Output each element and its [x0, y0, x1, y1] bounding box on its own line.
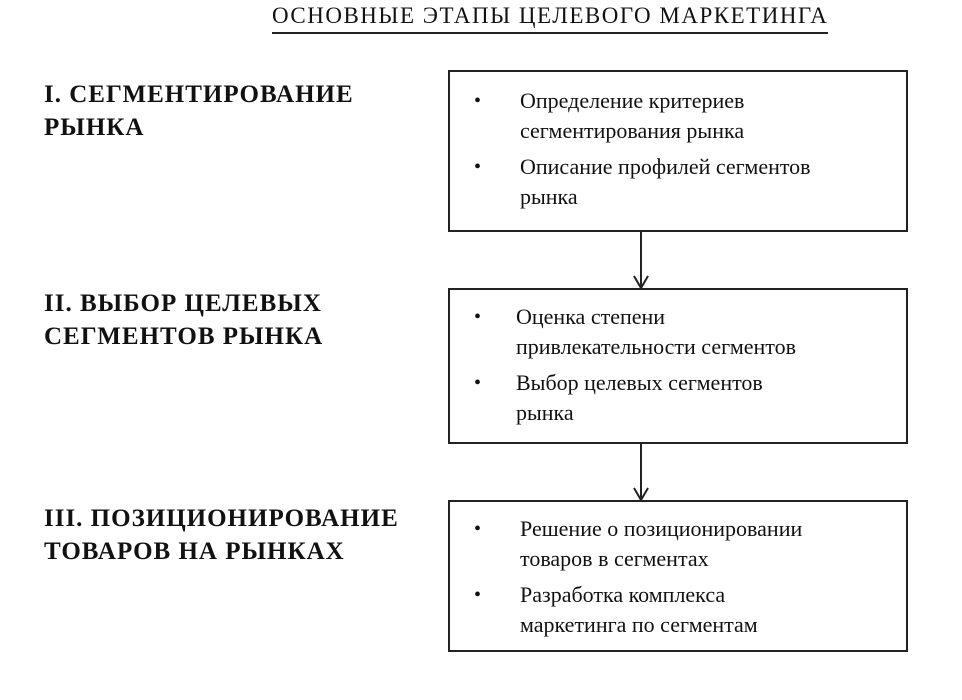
list-item-line: рынка [516, 400, 574, 425]
bullet-icon: • [474, 90, 482, 112]
bullet-icon: • [474, 306, 482, 328]
stage-3-list [450, 514, 906, 640]
list-item-line: рынка [520, 184, 578, 209]
list-item-line: Выбор целевых сегментов [516, 370, 763, 395]
stage-3-box [448, 500, 908, 652]
stage-3-heading-line-1: III. ПОЗИЦИОНИРОВАНИЕ [44, 505, 399, 532]
list-item-line: маркетинга по сегментам [520, 612, 758, 637]
stage-1-heading-line-2: РЫНКА [44, 114, 145, 141]
arrow-down-icon [630, 444, 652, 502]
stage-2-list [450, 302, 906, 428]
stage-1-heading [44, 78, 354, 144]
stage-2-heading [44, 287, 323, 353]
list-item-line: товаров в сегментах [520, 546, 709, 571]
arrow-down-icon [630, 232, 652, 290]
list-item-line: Определение критериев [520, 88, 745, 113]
diagram-title: ОСНОВНЫЕ ЭТАПЫ ЦЕЛЕВОГО МАРКЕТИНГА [272, 3, 828, 34]
stage-3-heading [44, 502, 399, 568]
stage-2-heading-line-2: СЕГМЕНТОВ РЫНКА [44, 323, 324, 350]
list-item [450, 86, 906, 146]
stage-1-box [448, 70, 908, 232]
list-item-line: Решение о позиционировании [520, 516, 803, 541]
stage-2-box [448, 288, 908, 444]
stage-2-heading-line-1: II. ВЫБОР ЦЕЛЕВЫХ [44, 290, 322, 317]
list-item [450, 514, 906, 574]
list-item-line: Оценка степени [516, 304, 666, 329]
list-item [450, 580, 906, 640]
bullet-icon: • [474, 372, 482, 394]
list-item-line: сегментирования рынка [520, 118, 745, 143]
list-item [450, 302, 906, 362]
list-item [450, 152, 906, 212]
list-item-line: Разработка комплекса [520, 582, 726, 607]
list-item [450, 368, 906, 428]
list-item-line: привлекательности сегментов [516, 334, 797, 359]
stage-1-heading-line-1: I. СЕГМЕНТИРОВАНИЕ [44, 81, 354, 108]
bullet-icon: • [474, 518, 482, 540]
stage-3-heading-line-2: ТОВАРОВ НА РЫНКАХ [44, 538, 345, 565]
stage-1-list [450, 86, 906, 212]
bullet-icon: • [474, 584, 482, 606]
bullet-icon: • [474, 156, 482, 178]
list-item-line: Описание профилей сегментов [520, 154, 811, 179]
